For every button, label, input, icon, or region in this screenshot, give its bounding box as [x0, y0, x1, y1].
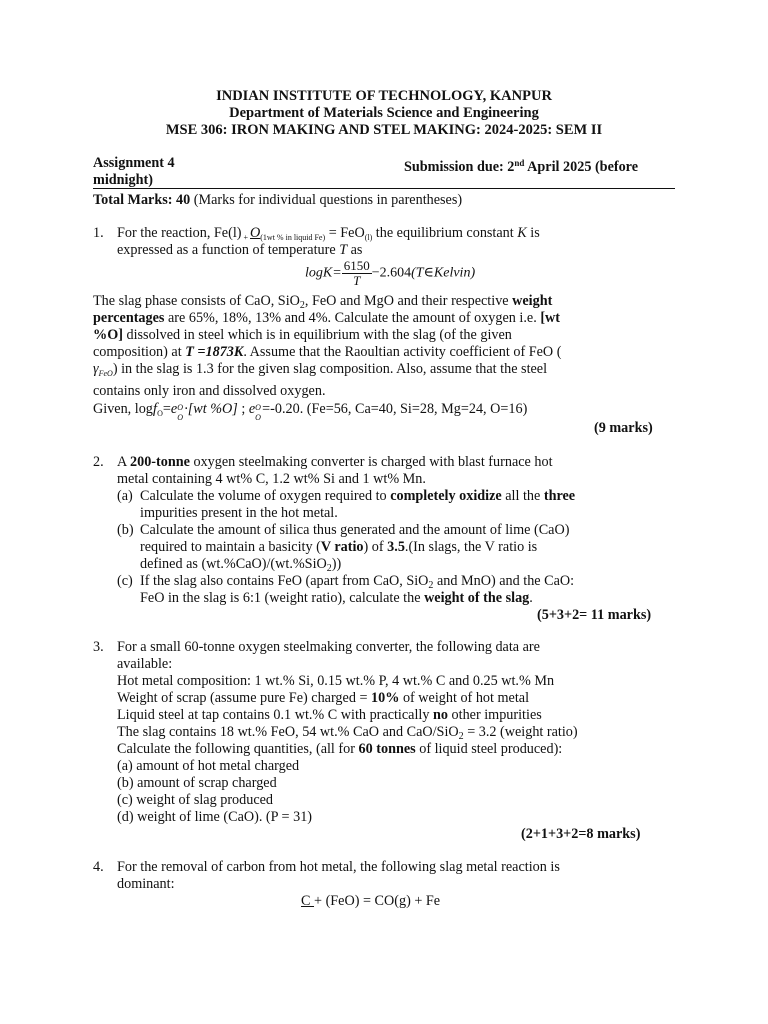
submission-due-cont: midnight) — [93, 172, 153, 188]
q2c-label: (c) — [117, 573, 133, 589]
q1-line1: For the reaction, Fe(l) $_+$ $O_{(1wt \% in liquid Fe)} = FeO_{(l)}$ the equilibrium constant K is — [117, 225, 540, 242]
q1-para-line6: contains only iron and dissolved oxygen. — [93, 383, 326, 399]
q3-marks: (2+1+3+2=8 marks) — [521, 826, 641, 842]
q1-para-line3: %O] dissolved in steel which is in equilibrium with the slag (of the given — [93, 327, 512, 343]
q3-line5: Liquid steel at tap contains 0.1 wt.% C with practically no other impurities — [117, 707, 542, 723]
course-title: MSE 306: IRON MAKING AND STEL MAKING: 2024-2025: SEM II — [165, 122, 603, 138]
q2-marks: (5+3+2= 11 marks) — [537, 607, 652, 623]
q3-line4: Weight of scrap (assume pure Fe) charged = 10% of weight of hot metal — [117, 690, 530, 706]
department-name: Department of Materials Science and Engineering — [229, 105, 539, 121]
q2a-line1: Calculate the volume of oxygen required to completely oxidize all the three — [140, 488, 576, 504]
q4-number: 4. — [93, 859, 104, 875]
q2b-label: (b) — [117, 522, 134, 538]
q3a: (a) amount of hot metal charged — [117, 758, 300, 774]
q3-line6: The slag contains 18 wt.% FeO, 54 wt.% CaO and CaO/SiO$_2$ = 3.2 (weight ratio) — [117, 724, 578, 742]
q3-line7: Calculate the following quantities, (all for 60 tonnes of liquid steel produced): — [117, 741, 563, 757]
q2c-line1: If the slag also contains FeO (apart from CaO, SiO$_2$ and MnO) and the CaO: — [140, 573, 575, 591]
q1-para-line5: $\gamma_{FeO}$) in the slag is 1.3 for the given slag composition. Also, assume that the steel — [93, 361, 548, 378]
q1-given: Given, logf$_O$=e O O ·[wt %O] ; e O O =-0.20. (Fe=56, Ca=40, Si=28, Mg=24, O=16) — [93, 401, 528, 422]
q2b-line1: Calculate the amount of silica thus generated and the amount of lime (CaO) — [140, 522, 570, 538]
q3d: (d) weight of lime (CaO). (P = 31) — [117, 809, 313, 825]
q2c-line2: FeO in the slag is 6:1 (weight ratio), calculate the weight of the slag. — [140, 590, 533, 606]
q2b-line3: defined as (wt.%CaO)/(wt.%SiO$_2$)) — [140, 556, 342, 574]
q3b: (b) amount of scrap charged — [117, 775, 277, 791]
q3-line3: Hot metal composition: 1 wt.% Si, 0.15 wt.% P, 4 wt.% C and 0.25 wt.% Mn — [117, 673, 555, 689]
q2-line2: metal containing 4 wt% C, 1.2 wt% Si and 1 wt% Mn. — [117, 471, 426, 487]
header-rule — [93, 188, 675, 189]
q1-equation: logK= $\frac{6150}{T}$ −2.604(T∈Kelvin) — [305, 258, 476, 288]
q1-para-line4: composition) at T =1873K. Assume that the Raoultian activity coefficient of FeO ( — [93, 344, 562, 360]
q2b-line2: required to maintain a basicity (V ratio) of 3.5.(In slags, the V ratio is — [140, 539, 538, 555]
q3-number: 3. — [93, 639, 104, 655]
q1-line2: expressed as a function of temperature T as — [117, 242, 363, 258]
q1-para-line2: percentages are 65%, 18%, 13% and 4%. Calculate the amount of oxygen i.e. [wt — [93, 310, 561, 326]
assignment-label: Assignment 4 — [93, 155, 175, 171]
submission-due: Submission due: 2nd April 2025 (before — [404, 158, 639, 175]
q4-reaction: C + (FeO) = CO(g) + Fe — [301, 893, 441, 909]
q4-line1: For the removal of carbon from hot metal, the following slag metal reaction is — [117, 859, 560, 875]
q2-number: 2. — [93, 454, 104, 470]
total-marks: Total Marks: 40 (Marks for individual questions in parentheses) — [93, 192, 463, 208]
q2-line1: A 200-tonne oxygen steelmaking converter is charged with blast furnace hot — [117, 454, 553, 470]
q2a-label: (a) — [117, 488, 133, 504]
q3-line1: For a small 60-tonne oxygen steelmaking converter, the following data are — [117, 639, 540, 655]
institute-name: INDIAN INSTITUTE OF TECHNOLOGY, KANPUR — [216, 88, 552, 104]
q4-line2: dominant: — [117, 876, 175, 892]
q1-para-line1: The slag phase consists of CaO, SiO$_2$, FeO and MgO and their respective weight — [93, 293, 553, 311]
q2a-line2: impurities present in the hot metal. — [140, 505, 338, 521]
q3-line2: available: — [117, 656, 173, 672]
q1-number: 1. — [93, 225, 104, 241]
q1-marks: (9 marks) — [594, 420, 653, 436]
q3c: (c) weight of slag produced — [117, 792, 274, 808]
